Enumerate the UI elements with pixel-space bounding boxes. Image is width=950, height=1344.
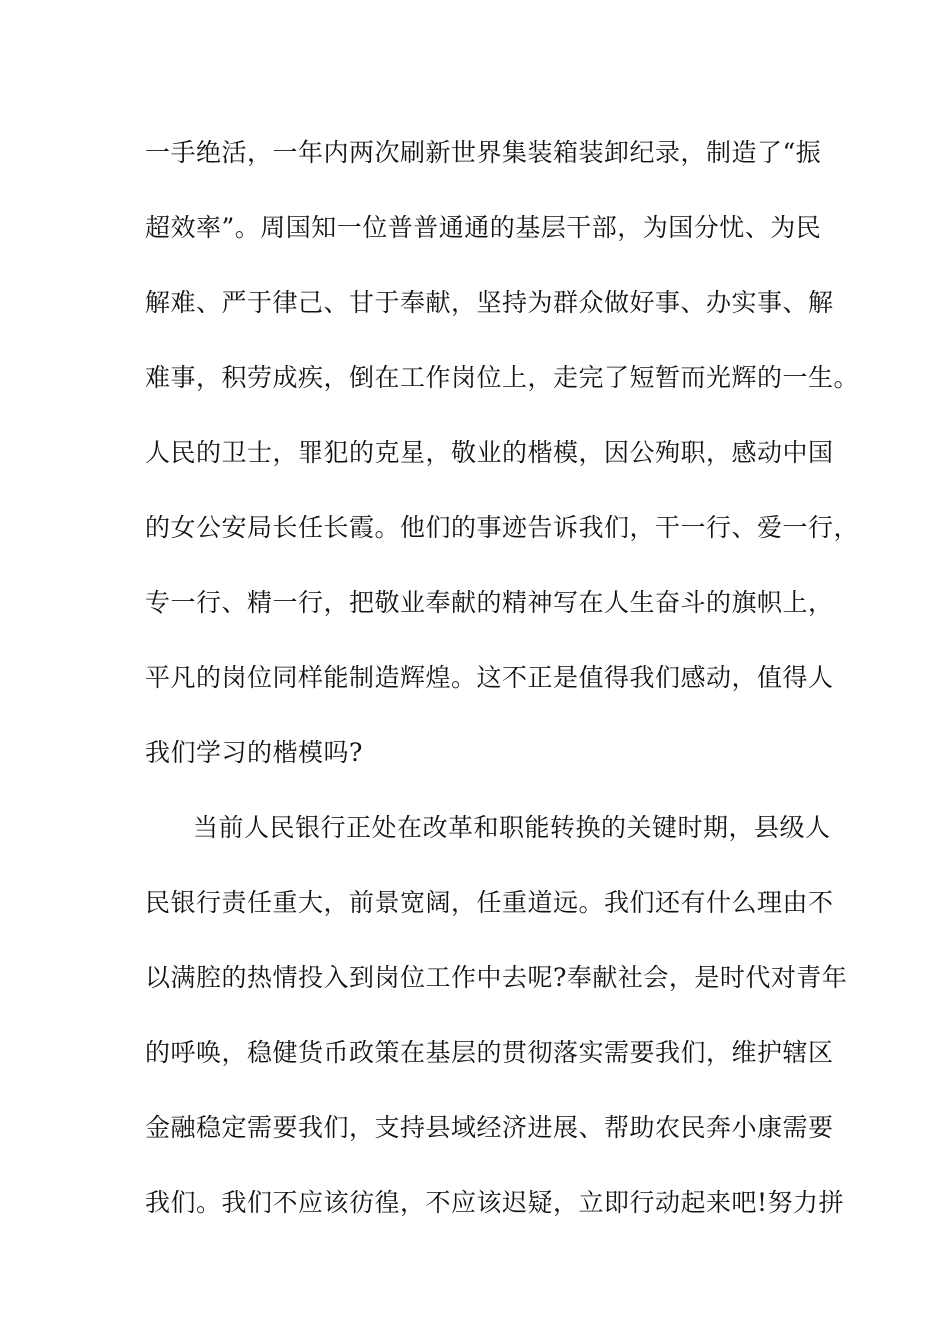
text-line: 一手绝活，一年内两次刷新世界集装箱装卸纪录，制造了“振: [145, 138, 822, 167]
text-line: 我们学习的楷模吗?: [145, 738, 363, 767]
text-line: 我们。我们不应该彷徨，不应该迟疑，立即行动起来吧!努力拼: [145, 1188, 845, 1217]
text-line: 解难、严于律己、甘于奉献，坚持为群众做好事、办实事、解: [145, 288, 834, 317]
text-line: 以满腔的热情投入到岗位工作中去呢?奉献社会，是时代对青年: [145, 963, 848, 992]
body-text: [145, 130, 860, 1255]
text-line: 民银行责任重大，前景宽阔，任重道远。我们还有什么理由不: [145, 888, 834, 917]
text-line: 难事，积劳成疾，倒在工作岗位上，走完了短暂而光辉的一生。: [145, 363, 860, 392]
text-line: 的呼唤，稳健货币政策在基层的贯彻落实需要我们，维护辖区: [145, 1038, 834, 1067]
text-line: 人民的卫士，罪犯的克星，敬业的楷模，因公殉职，感动中国: [145, 438, 834, 467]
text-line: 专一行、精一行，把敬业奉献的精神写在人生奋斗的旗帜上，: [145, 588, 834, 617]
text-line: 金融稳定需要我们，支持县域经济进展、帮助农民奔小康需要: [145, 1113, 834, 1142]
paragraph-start-line: 当前人民银行正处在改革和职能转换的关键时期，县级人: [193, 813, 831, 842]
text-line: 超效率”。周国知一位普普通通的基层干部，为国分忧、为民: [145, 213, 822, 242]
text-line: 平凡的岗位同样能制造辉煌。这不正是值得我们感动，值得人: [145, 663, 834, 692]
text-line: 的女公安局长任长霞。他们的事迹告诉我们，干一行、爱一行，: [145, 513, 860, 542]
